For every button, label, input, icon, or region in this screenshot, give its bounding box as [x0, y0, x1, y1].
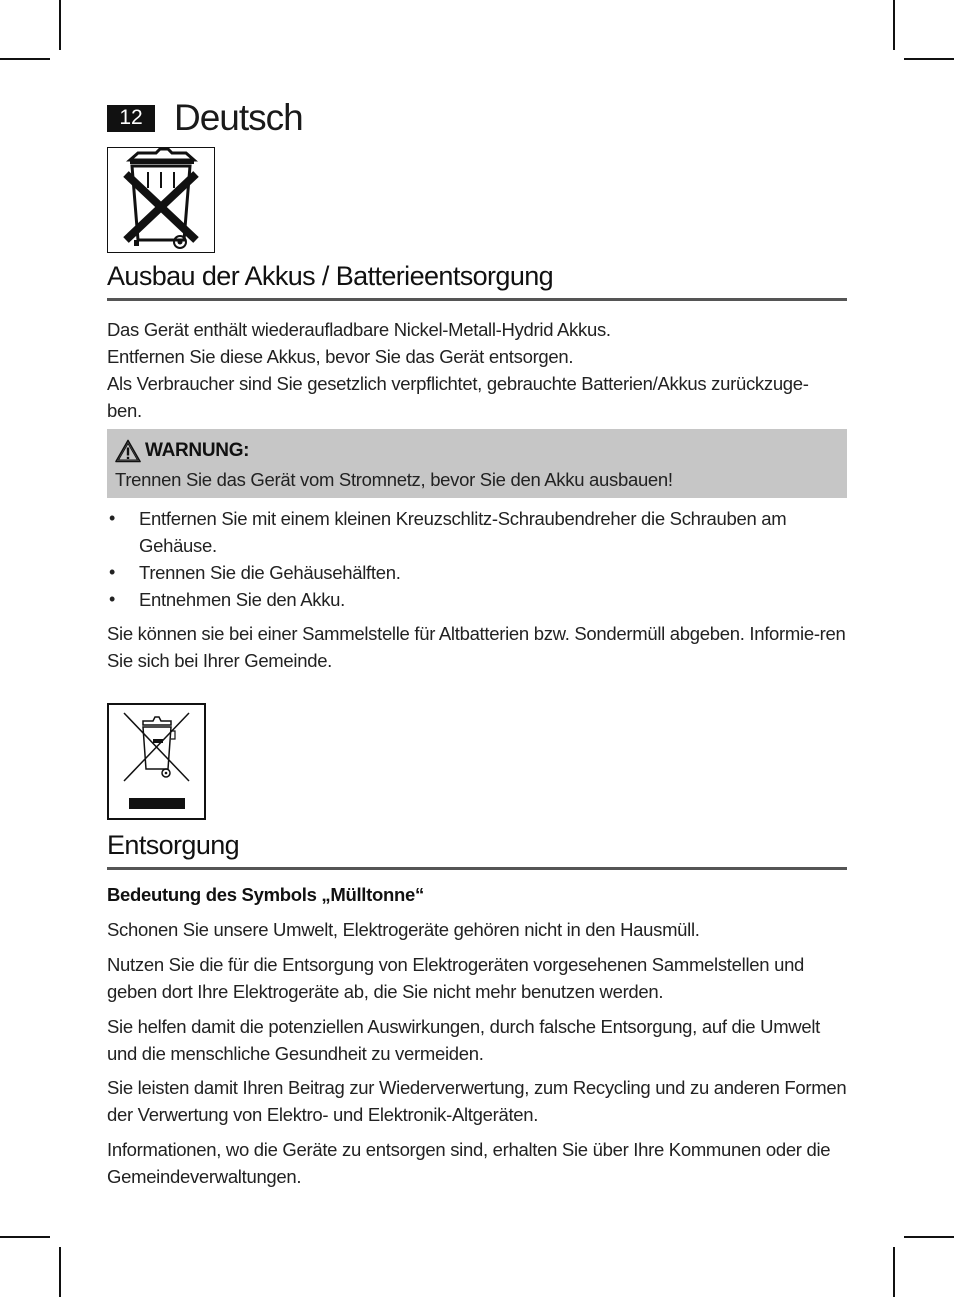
crop-mark [0, 1236, 50, 1238]
crop-mark [893, 0, 895, 50]
warning-heading [115, 437, 839, 465]
page-number: 12 [107, 105, 155, 132]
warning-label: WARNUNG: [145, 440, 250, 461]
crop-mark [904, 58, 954, 60]
intro-line: ben. [107, 400, 142, 421]
crop-mark [893, 1247, 895, 1297]
list-item: • Entfernen Sie mit einem kleinen Kreuzschlitz-Schraubendreher die Schrauben am Gehäuse. [107, 505, 849, 559]
paragraph: Schonen Sie unsere Umwelt, Elektrogeräte gehören nicht in den Hausmüll. [107, 919, 700, 940]
removal-steps [107, 505, 849, 613]
outro-text: Sie können sie bei einer Sammelstelle für Altbatterien bzw. Sondermüll abgeben. Informie-ren Sie sich bei Ihrer Gemeinde. [107, 623, 846, 671]
paragraph: Informationen, wo die Geräte zu entsorgen sind, erhalten Sie über Ihre Kommunen oder die Gemeindeverwaltungen. [107, 1139, 831, 1187]
intro-line: Als Verbraucher sind Sie gesetzlich verpflichtet, gebrauchte Batterien/Akkus zurückzuge- [107, 373, 809, 394]
symbol-meaning-subtitle: Bedeutung des Symbols „Mülltonne“ [107, 884, 424, 905]
page-header [107, 96, 303, 140]
crop-mark [59, 1247, 61, 1297]
warning-triangle-icon [115, 439, 141, 463]
warning-box [107, 429, 847, 498]
intro-line: Entfernen Sie diese Akkus, bevor Sie das Gerät entsorgen. [107, 346, 574, 367]
list-item: • Entnehmen Sie den Akku. [107, 586, 849, 613]
crossed-out-bin-icon [107, 147, 215, 253]
language-title: Deutsch [174, 97, 303, 138]
paragraph: Nutzen Sie die für die Entsorgung von Elektrogeräten vorgesehenen Sammelstellen und geben dort Ihre Elektrogeräte ab, die Sie nicht mehr benutzen werden. [107, 954, 805, 1002]
paragraph: Sie helfen damit die potenziellen Auswirkungen, durch falsche Entsorgung, auf die Umwelt und die menschliche Gesundheit zu vermeiden. [107, 1016, 821, 1064]
list-item: • Trennen Sie die Gehäusehälften. [107, 559, 849, 586]
crop-mark [904, 1236, 954, 1238]
section-title: Ausbau der Akkus / Batterieentsorgung [107, 261, 847, 301]
warning-text: Trennen Sie das Gerät vom Stromnetz, bevor Sie den Akku ausbauen! [115, 469, 673, 490]
crossed-out-wheelie-bin-icon [107, 703, 206, 820]
section-title: Entsorgung [107, 830, 847, 870]
paragraph: Sie leisten damit Ihren Beitrag zur Wiederverwertung, zum Recycling und zu anderen Formen der Verwertung von Elektro- und Elektronik-Altgeräten. [107, 1077, 847, 1125]
crop-mark [0, 58, 50, 60]
intro-line: Das Gerät enthält wiederaufladbare Nickel-Metall-Hydrid Akkus. [107, 319, 611, 340]
crop-mark [59, 0, 61, 50]
